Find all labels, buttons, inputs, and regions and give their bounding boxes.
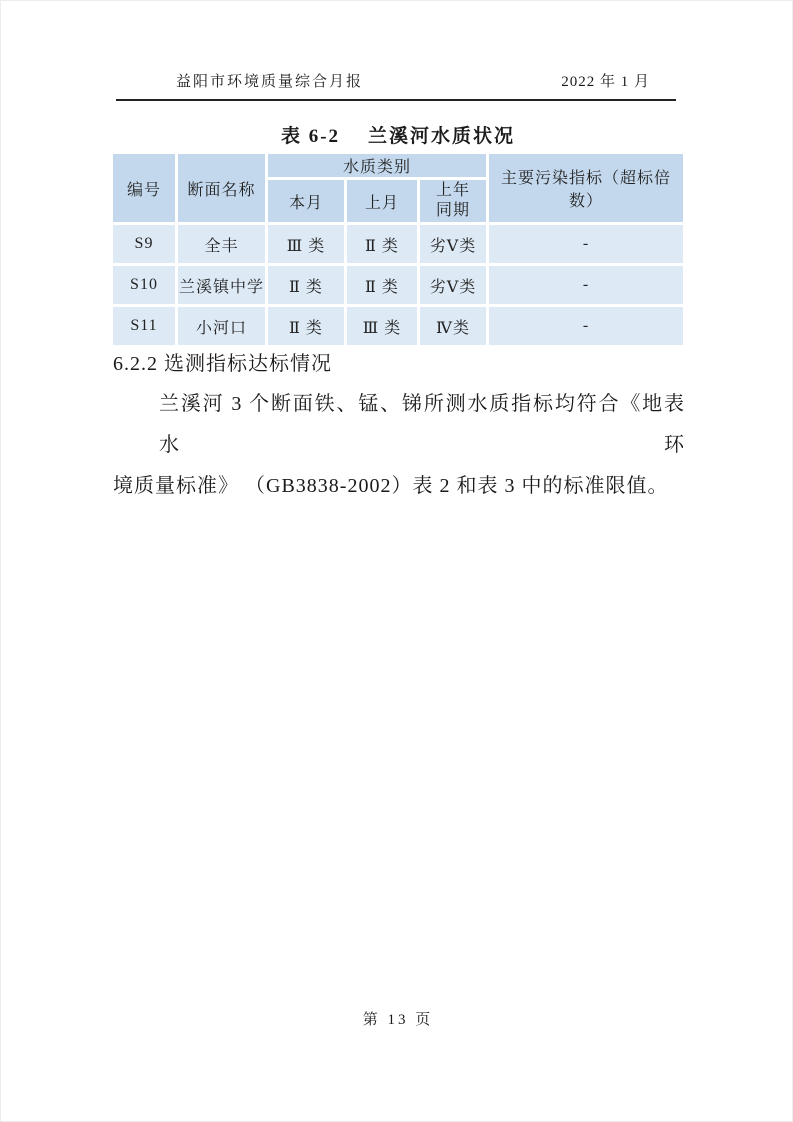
col-header-last-month: 上月 bbox=[347, 180, 417, 222]
report-title: 益阳市环境质量综合月报 bbox=[176, 74, 364, 90]
table-row bbox=[113, 307, 683, 345]
col-header-id: 编号 bbox=[113, 154, 175, 222]
table-row bbox=[113, 225, 683, 263]
cell-section-name: 小河口 bbox=[178, 307, 265, 345]
cell-last-month: Ⅱ 类 bbox=[347, 266, 417, 304]
cell-section-name: 兰溪镇中学 bbox=[178, 266, 265, 304]
col-header-pollutants: 主要污染指标（超标倍数） bbox=[489, 154, 683, 222]
table-caption bbox=[113, 121, 683, 148]
cell-last-month: Ⅱ 类 bbox=[347, 225, 417, 263]
cell-section-name: 全丰 bbox=[178, 225, 265, 263]
water-quality-table bbox=[110, 151, 686, 348]
table-caption-text: 兰溪河水质状况 bbox=[368, 126, 516, 147]
cell-pollutants: - bbox=[489, 266, 683, 304]
header-row-group bbox=[113, 154, 683, 177]
cell-current-month: Ⅱ 类 bbox=[268, 307, 344, 345]
col-header-last-year bbox=[420, 180, 486, 222]
col-header-last-year-text: 上年同期 bbox=[435, 182, 470, 219]
cell-last-year: 劣Ⅴ类 bbox=[420, 266, 486, 304]
page-header bbox=[116, 70, 676, 101]
table-row bbox=[113, 266, 683, 304]
section-heading: 6.2.2 选测指标达标情况 bbox=[113, 353, 332, 375]
body-paragraph bbox=[113, 384, 685, 507]
cell-last-year: Ⅳ类 bbox=[420, 307, 486, 345]
cell-id: S11 bbox=[113, 307, 175, 345]
cell-id: S10 bbox=[113, 266, 175, 304]
cell-last-year: 劣Ⅴ类 bbox=[420, 225, 486, 263]
col-header-current-month: 本月 bbox=[268, 180, 344, 222]
cell-current-month: Ⅲ 类 bbox=[268, 225, 344, 263]
paragraph-line: 兰溪河 3 个断面铁、锰、锑所测水质指标均符合《地表水环 bbox=[159, 393, 685, 456]
issue-date: 2022 年 1 月 bbox=[561, 74, 650, 90]
cell-pollutants: - bbox=[489, 225, 683, 263]
col-header-section-name: 断面名称 bbox=[178, 154, 265, 222]
cell-id: S9 bbox=[113, 225, 175, 263]
page-footer bbox=[113, 1008, 683, 1029]
cell-current-month: Ⅱ 类 bbox=[268, 266, 344, 304]
page-number: 第 13 页 bbox=[362, 1012, 434, 1028]
table-caption-label: 表 6-2 bbox=[280, 126, 341, 147]
cell-last-month: Ⅲ 类 bbox=[347, 307, 417, 345]
cell-pollutants: - bbox=[489, 307, 683, 345]
paragraph-line: 境质量标准》 （GB3838-2002）表 2 和表 3 中的标准限值。 bbox=[113, 475, 669, 497]
col-header-quality-group: 水质类别 bbox=[268, 154, 486, 177]
